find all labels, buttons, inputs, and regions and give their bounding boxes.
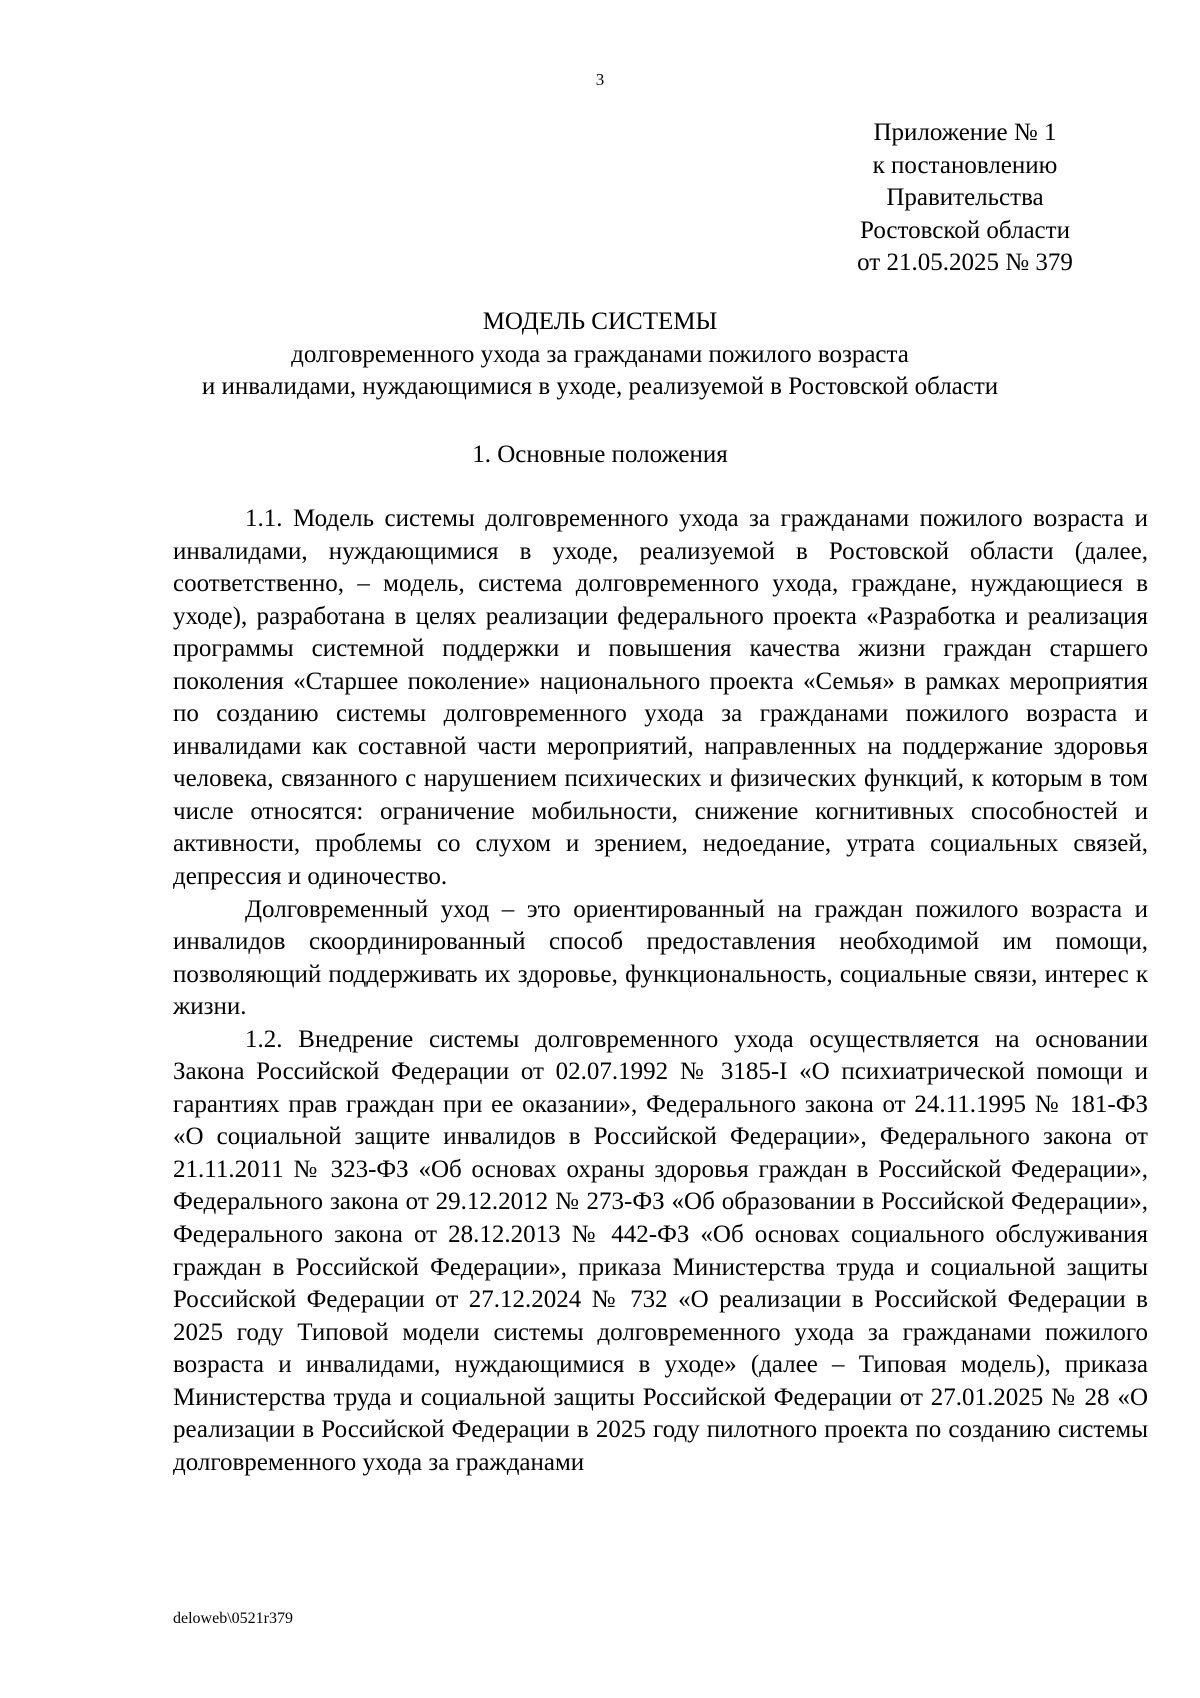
appendix-line: к постановлению — [872, 151, 1058, 179]
document-body — [173, 503, 1148, 1479]
section-heading: 1. Основные положения — [472, 441, 728, 468]
appendix-line: от 21.05.2025 № 379 — [857, 249, 1073, 276]
appendix-block — [820, 117, 1110, 280]
paragraph: 1.1. Модель системы долговременного ухода за гражданами пожилого возраста и инвалидами, нуждающимися в уходе, реализуемой в Ростовской области (далее, соответственно, – модель, система долговременного ухода, граждане, нуждающиеся в уходе), разработана в целях реализации федерального проекта «Разработка и реализация программы системной поддержки и повышения качества жизни граждан старшего поколения «Старшее поколение» национального проекта «Семья» в рамках мероприятия по созданию системы долговременного ухода за гражданами пожилого возраста и инвалидами как составной части мероприятий, направленных на поддержание здоровья человека, связанного с нарушением психических и физических функций, к которым в том числе относятся: ограничение мобильности, снижение когнитивных способностей и активности, проблемы со слухом и зрением, недоедание, утрата социальных связей, депрессия и одиночество. — [173, 505, 1148, 891]
title-sub-line: и инвалидами, нуждающимися в уходе, реализуемой в Ростовской области — [201, 373, 999, 400]
page-number: 3 — [595, 70, 605, 89]
footer-document-code: deloweb\0521r379 — [173, 1610, 293, 1627]
appendix-line: Ростовской области — [860, 216, 1070, 244]
title-sub-line: долговременного ухода за гражданами пожилого возраста — [291, 340, 909, 368]
document-title — [0, 306, 1200, 404]
appendix-line: Приложение № 1 — [873, 119, 1057, 146]
paragraph: Долговременный уход – это ориентированный на граждан пожилого возраста и инвалидов скоординированный способ предоставления необходимой им помощи, позволяющий поддерживать их здоровье, функциональность, социальные связи, интерес к жизни. — [173, 895, 1148, 1021]
paragraph: 1.2. Внедрение системы долговременного ухода осуществляется на основании Закона Российской Федерации от 02.07.1992 № 3185-I «О психиатрической помощи и гарантиях прав граждан при ее оказании», Федерального закона от 24.11.1995 № 181-ФЗ «О социальной защите инвалидов в Российской Федерации», Федерального закона от 21.11.2011 № 323-ФЗ «Об основах охраны здоровья граждан в Российской Федерации», Федерального закона от 29.12.2012 № 273-ФЗ «Об образовании в Российской Федерации», Федерального закона от 28.12.2013 № 442-ФЗ «Об основах социального обслуживания граждан в Российской Федерации», приказа Министерства труда и социальной защиты Российской Федерации от 27.12.2024 № 732 «О реализации в Российской Федерации в 2025 году Типовой модели системы долговременного ухода за гражданами пожилого возраста и инвалидами, нуждающимися в уходе» (далее – Типовая модель), приказа Министерства труда и социальной защиты Российской Федерации от 27.01.2025 № 28 «О реализации в Российской Федерации в 2025 году пилотного проекта по созданию системы долговременного ухода за гражданами — [173, 1025, 1148, 1476]
title-main: МОДЕЛЬ СИСТЕМЫ — [482, 308, 718, 335]
appendix-line: Правительства — [886, 184, 1044, 211]
